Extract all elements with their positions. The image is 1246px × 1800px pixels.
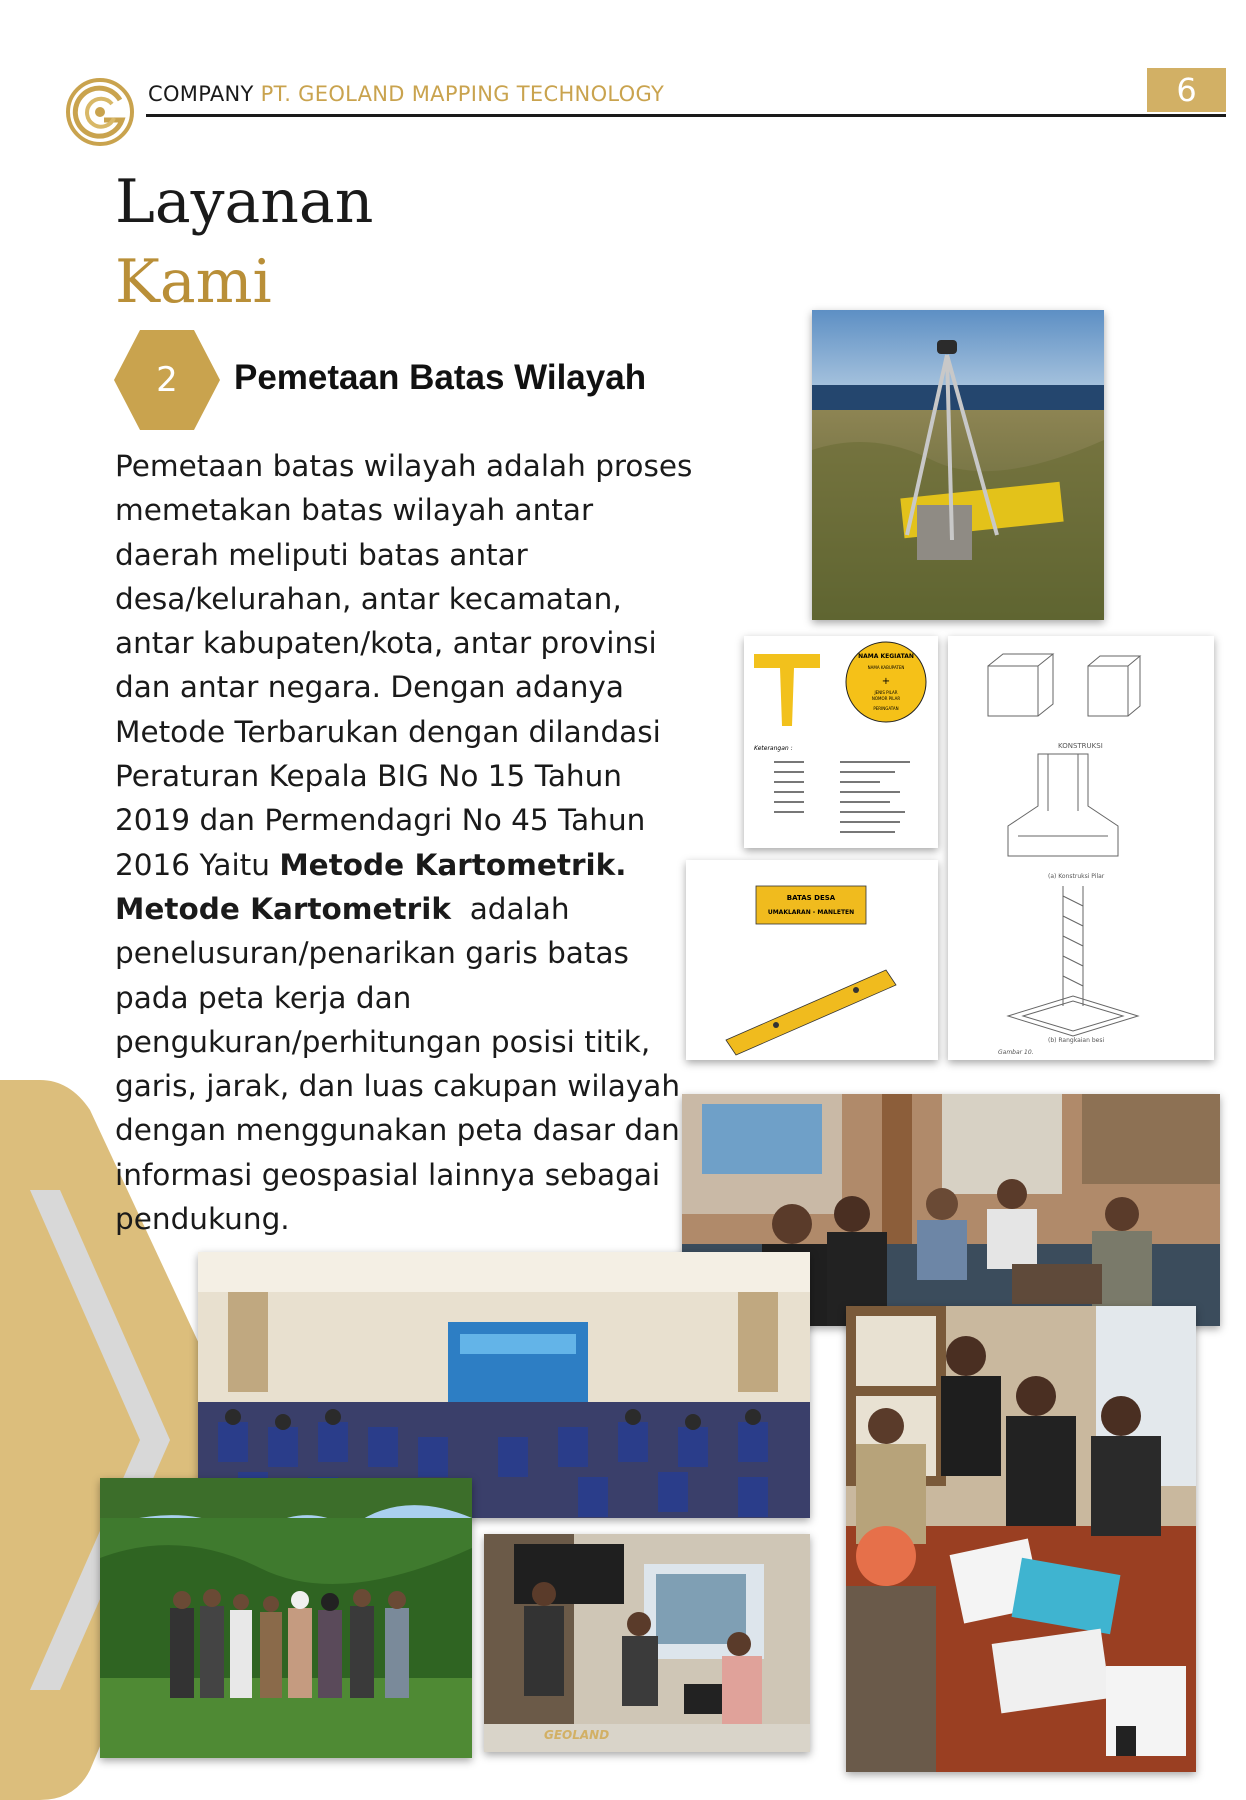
rangkaian-caption: (b) Rangkaian besi <box>1048 1037 1105 1044</box>
body-line: garis, jarak, dan luas cakupan wilayah <box>115 1069 681 1104</box>
body-paragraph <box>115 444 715 1241</box>
body-line <box>115 887 715 931</box>
gambar-caption: Gambar 10. <box>998 1049 1034 1056</box>
body-bold-term: Metode Kartometrik <box>115 891 451 926</box>
header-company-label: COMPANY <box>148 82 254 106</box>
body-line: antar kabupaten/kota, antar provinsi <box>115 626 657 661</box>
photo-field-team <box>100 1478 472 1758</box>
plank-line2: UMAKLARAN - MANLETEN <box>767 909 855 916</box>
photo-document-signing <box>846 1306 1196 1772</box>
page-title-line1: Layanan <box>115 167 374 237</box>
header-company-name: PT. GEOLAND MAPPING TECHNOLOGY <box>260 82 665 106</box>
body-line: memetakan batas wilayah antar <box>115 493 594 528</box>
body-line: penelusuran/penarikan garis batas <box>115 936 629 971</box>
keterangan-label: Keterangan : <box>754 745 793 752</box>
page-title-line2: Kami <box>115 247 272 317</box>
page-number: 6 <box>1147 68 1226 112</box>
figure-boundary-plank <box>686 860 938 1060</box>
body-line: pada peta kerja dan <box>115 980 412 1015</box>
photo-watermark: GEOLAND <box>544 1728 610 1742</box>
body-line: Pemetaan batas wilayah adalah proses <box>115 449 693 483</box>
section-number: 2 <box>156 360 178 400</box>
photo-presentation <box>484 1534 810 1752</box>
body-line <box>115 843 715 887</box>
body-line-rest: adalah <box>450 891 570 926</box>
body-line: dan antar negara. Dengan adanya <box>115 670 624 705</box>
svg-text:+: + <box>881 676 891 687</box>
pillar-label-top: NAMA KEGIATAN <box>858 653 914 660</box>
body-line: 2019 dan Permendagri No 45 Tahun <box>115 803 646 838</box>
body-line: Peraturan Kepala BIG No 15 Tahun <box>115 759 623 794</box>
pillar-label-kab: NAMA KABUPATEN <box>867 665 905 670</box>
body-line: informasi geospasial lainnya sebagai <box>115 1157 661 1192</box>
body-line: desa/kelurahan, antar kecamatan, <box>115 581 622 616</box>
konstruksi-caption: (a) Konstruksi Pilar <box>1048 873 1105 880</box>
pillar-label-jenis: JENIS PILAR <box>874 690 898 695</box>
company-logo-icon <box>66 78 134 146</box>
body-bold-term: Metode Kartometrik. <box>279 847 627 882</box>
figure-pillar-construction <box>948 636 1214 1060</box>
body-line: pengukuran/perhitungan posisi titik, <box>115 1024 651 1059</box>
header-divider <box>146 114 1226 117</box>
body-line: daerah meliputi batas antar <box>115 537 528 572</box>
pillar-label-nomor: NOMOR PILAR <box>871 696 901 701</box>
pillar-label-peringatan: PERINGATAN <box>873 706 899 711</box>
body-line: dengan menggunakan peta dasar dan <box>115 1113 680 1148</box>
section-title: Pemetaan Batas Wilayah <box>234 358 647 397</box>
konstruksi-label: KONSTRUKSI <box>1058 742 1103 750</box>
header-company <box>148 82 664 106</box>
plank-line1: BATAS DESA <box>786 894 836 902</box>
body-line: pendukung. <box>115 1202 290 1237</box>
body-line: Metode Terbarukan dengan dilandasi <box>115 714 661 749</box>
photo-gps-tripod <box>812 310 1104 620</box>
figure-pillar-design <box>744 636 938 848</box>
body-line-prefix: 2016 Yaitu <box>115 847 280 882</box>
